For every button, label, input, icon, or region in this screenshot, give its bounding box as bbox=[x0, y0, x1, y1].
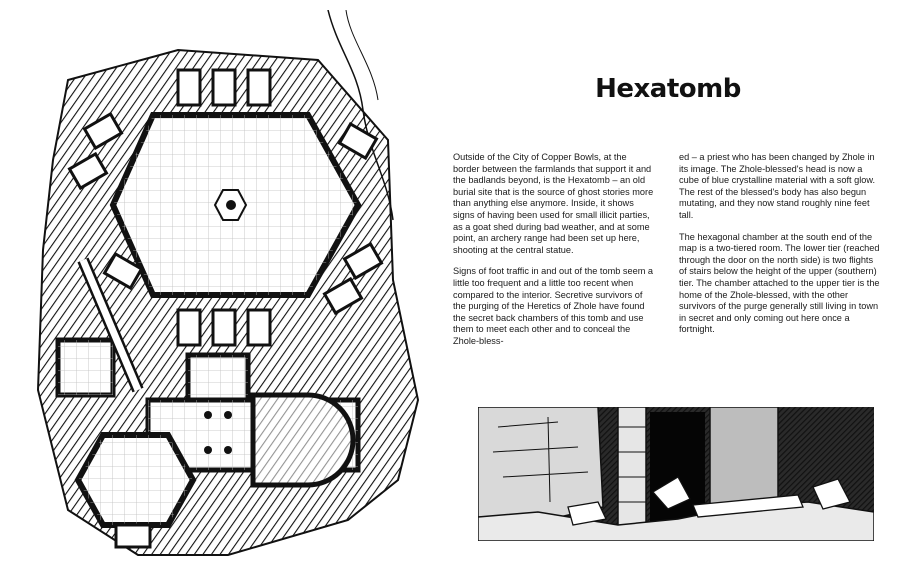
paragraph: Outside of the City of Copper Bowls, at the border between the farmlands that support it and the badlands beyond, is the Hexatomb – an old burial site that is the source of ghost stories more than anything else anymore. Inside, it shows signs of having been used for small illicit parties, as a goat shed during bad weather, and at some point, an archery range had been set up here, shooting at the central statue. bbox=[453, 152, 654, 255]
paragraph: Signs of foot traffic in and out of the tomb seem a little too frequent and a little too recent when compared to the interior. Secretive survivors of the purging of the Heretics of Zhole have found the secret back chambers of this tomb and use them to meet each other and to conceal the Zhole-bless- bbox=[453, 266, 654, 346]
dungeon-map bbox=[28, 10, 420, 565]
paragraph: The hexagonal chamber at the south end of the map is a two-tiered room. The lower tier (reached through the door on the north side) is two flights of stairs below the height of the upper (southern) tier. The chamber attached to the upper tier is the home of the Zhole-blessed, with the other survivors of the purge generally still living in town in secret and only coming out here once a fortnight. bbox=[679, 231, 880, 335]
tomb-entrance-illustration bbox=[478, 407, 874, 541]
text-column-left bbox=[453, 152, 655, 358]
page-title: Hexatomb bbox=[595, 74, 741, 104]
text-column-right bbox=[679, 152, 882, 346]
paragraph: ed – a priest who has been changed by Zhole in its image. The Zhole-blessed's head is now a cube of blue crystalline material with a soft glow. The rest of the blessed's body has also begun mutating, and they now stand roughly nine feet tall. bbox=[679, 152, 876, 220]
